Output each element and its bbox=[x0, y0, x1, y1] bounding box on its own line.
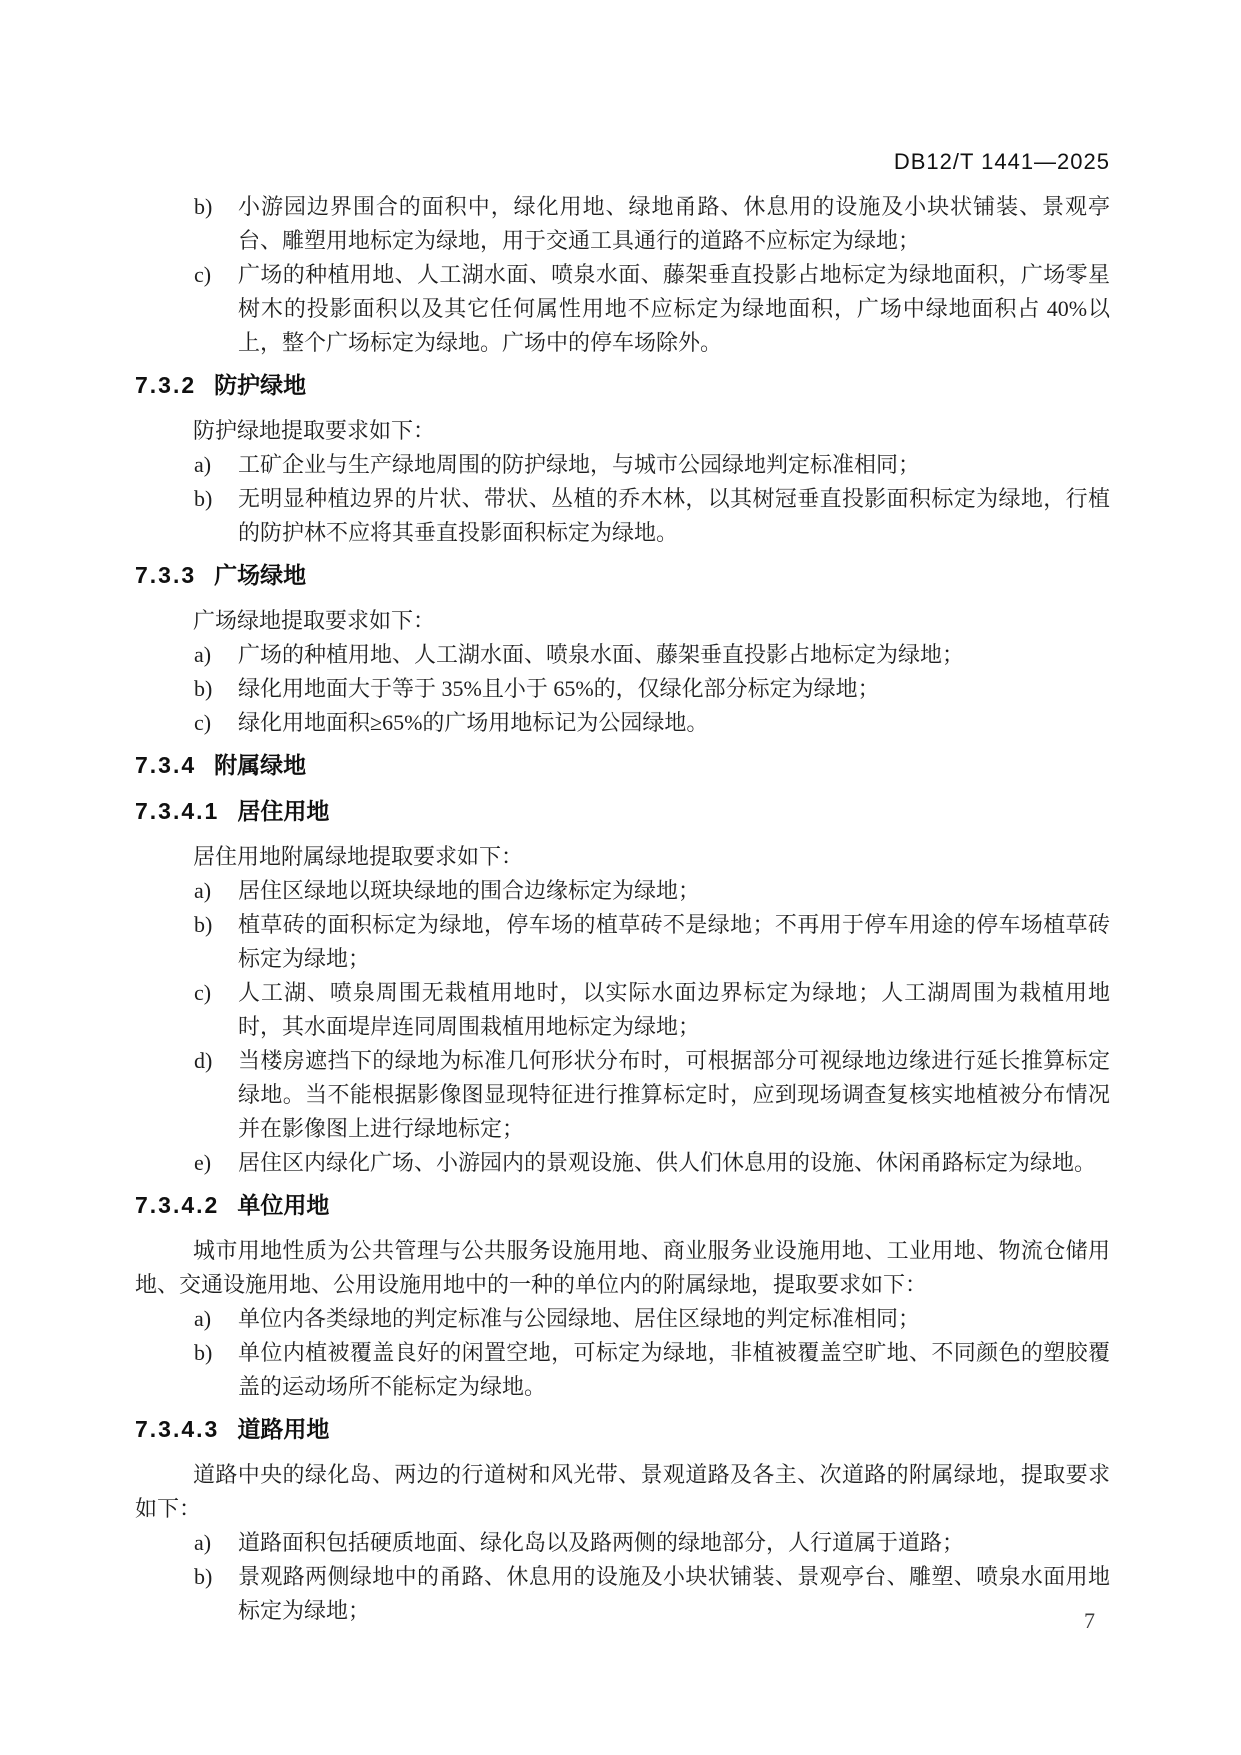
list-item bbox=[135, 672, 1110, 706]
list-item bbox=[135, 908, 1110, 976]
list-item bbox=[135, 1146, 1110, 1180]
list-item-label: c) bbox=[194, 710, 212, 735]
content-area bbox=[135, 150, 1110, 1628]
section-heading bbox=[135, 794, 1110, 828]
list-item-label: b) bbox=[194, 1564, 213, 1589]
section-title: 附属绿地 bbox=[214, 752, 307, 778]
list-item bbox=[135, 190, 1110, 258]
list-item-label: a) bbox=[194, 1530, 212, 1555]
section-number: 7.3.3 bbox=[135, 562, 197, 588]
list-item-text: 工矿企业与生产绿地周围的防护绿地，与城市公园绿地判定标准相同； bbox=[238, 452, 921, 477]
list-item bbox=[135, 1302, 1110, 1336]
section-heading bbox=[135, 1412, 1110, 1446]
page-number: 7 bbox=[1084, 1608, 1095, 1633]
list-item-label: b) bbox=[194, 1340, 213, 1365]
list-item-label: b) bbox=[194, 194, 213, 219]
section-intro: 防护绿地提取要求如下： bbox=[193, 418, 436, 443]
list-item-text: 绿化用地面积≥65%的广场用地标记为公园绿地。 bbox=[238, 710, 709, 735]
list-item-text: 广场的种植用地、人工湖水面、喷泉水面、藤架垂直投影占地标定为绿地； bbox=[238, 642, 965, 667]
list-item-text: 广场的种植用地、人工湖水面、喷泉水面、藤架垂直投影占地标定为绿地面积，广场零星树木的投影面积以及其它任何属性用地不应标定为绿地面积，广场中绿地面积占 40%以上，整个广场标定为绿地。广场中的停车场除外。 bbox=[238, 262, 1110, 355]
list-item-text: 小游园边界围合的面积中，绿化用地、绿地甬路、休息用的设施及小块状铺装、景观亭台、雕塑用地标定为绿地，用于交通工具通行的道路不应标定为绿地； bbox=[238, 194, 1110, 253]
list-item-text: 景观路两侧绿地中的甬路、休息用的设施及小块状铺装、景观亭台、雕塑、喷泉水面用地标定为绿地； bbox=[238, 1564, 1110, 1623]
list-item-label: b) bbox=[194, 676, 213, 701]
list-item bbox=[135, 1336, 1110, 1404]
list-item bbox=[135, 976, 1110, 1044]
section-title: 防护绿地 bbox=[214, 372, 307, 398]
section-title: 道路用地 bbox=[237, 1416, 330, 1442]
list-item bbox=[135, 706, 1110, 740]
list-item-text: 绿化用地面大于等于 35%且小于 65%的，仅绿化部分标定为绿地； bbox=[238, 676, 880, 701]
document-body bbox=[135, 190, 1110, 1628]
list-item-label: a) bbox=[194, 1306, 212, 1331]
list-item-text: 道路面积包括硬质地面、绿化岛以及路两侧的绿地部分，人行道属于道路； bbox=[238, 1530, 965, 1555]
list-item-label: c) bbox=[194, 980, 212, 1005]
list-item-text: 单位内各类绿地的判定标准与公园绿地、居住区绿地的判定标准相同； bbox=[238, 1306, 921, 1331]
list-item bbox=[135, 638, 1110, 672]
page-header bbox=[135, 150, 1110, 174]
section-intro: 城市用地性质为公共管理与公共服务设施用地、商业服务业设施用地、工业用地、物流仓储用地、交通设施用地、公用设施用地中的一种的单位内的附属绿地，提取要求如下： bbox=[135, 1238, 1110, 1297]
section-intro: 道路中央的绿化岛、两边的行道树和风光带、景观道路及各主、次道路的附属绿地，提取要求如下： bbox=[135, 1462, 1110, 1521]
list-item-label: b) bbox=[194, 486, 213, 511]
list-item-label: c) bbox=[194, 262, 212, 287]
section-number: 7.3.4 bbox=[135, 752, 197, 778]
section-title: 广场绿地 bbox=[214, 562, 307, 588]
list-item bbox=[135, 482, 1110, 550]
section-heading bbox=[135, 368, 1110, 402]
list-item bbox=[135, 1526, 1110, 1560]
list-item-label: a) bbox=[194, 452, 212, 477]
section-title: 单位用地 bbox=[237, 1192, 330, 1218]
list-item-label: d) bbox=[194, 1048, 213, 1073]
doc-code: DB12/T 1441—2025 bbox=[893, 149, 1110, 174]
section-intro: 广场绿地提取要求如下： bbox=[193, 608, 436, 633]
list-item-text: 当楼房遮挡下的绿地为标准几何形状分布时，可根据部分可视绿地边缘进行延长推算标定绿地。当不能根据影像图显现特征进行推算标定时，应到现场调查复核实地植被分布情况并在影像图上进行绿地标定； bbox=[238, 1048, 1110, 1141]
section-number: 7.3.4.1 bbox=[135, 798, 220, 824]
section-number: 7.3.2 bbox=[135, 372, 197, 398]
list-item bbox=[135, 258, 1110, 360]
section-heading bbox=[135, 1188, 1110, 1222]
list-item-text: 植草砖的面积标定为绿地，停车场的植草砖不是绿地；不再用于停车用途的停车场植草砖标定为绿地； bbox=[238, 912, 1110, 971]
list-item-text: 居住区绿地以斑块绿地的围合边缘标定为绿地； bbox=[238, 878, 701, 903]
section-heading bbox=[135, 558, 1110, 592]
list-item-label: a) bbox=[194, 642, 212, 667]
list-item-label: e) bbox=[194, 1150, 212, 1175]
section-number: 7.3.4.2 bbox=[135, 1192, 220, 1218]
list-item-label: b) bbox=[194, 912, 213, 937]
list-item bbox=[135, 1560, 1110, 1628]
section-intro: 居住用地附属绿地提取要求如下： bbox=[193, 844, 524, 869]
list-item-label: a) bbox=[194, 878, 212, 903]
list-item-text: 无明显种植边界的片状、带状、丛植的乔木林，以其树冠垂直投影面积标定为绿地，行植的防护林不应将其垂直投影面积标定为绿地。 bbox=[238, 486, 1110, 545]
list-item bbox=[135, 1044, 1110, 1146]
list-item-text: 单位内植被覆盖良好的闲置空地，可标定为绿地，非植被覆盖空旷地、不同颜色的塑胶覆盖的运动场所不能标定为绿地。 bbox=[238, 1340, 1110, 1399]
list-item-text: 人工湖、喷泉周围无栽植用地时，以实际水面边界标定为绿地；人工湖周围为栽植用地时，其水面堤岸连同周围栽植用地标定为绿地； bbox=[238, 980, 1110, 1039]
section-number: 7.3.4.3 bbox=[135, 1416, 220, 1442]
section-heading bbox=[135, 748, 1110, 782]
section-title: 居住用地 bbox=[237, 798, 330, 824]
list-item bbox=[135, 874, 1110, 908]
list-item bbox=[135, 448, 1110, 482]
list-item-text: 居住区内绿化广场、小游园内的景观设施、供人们休息用的设施、休闲甬路标定为绿地。 bbox=[238, 1150, 1097, 1175]
